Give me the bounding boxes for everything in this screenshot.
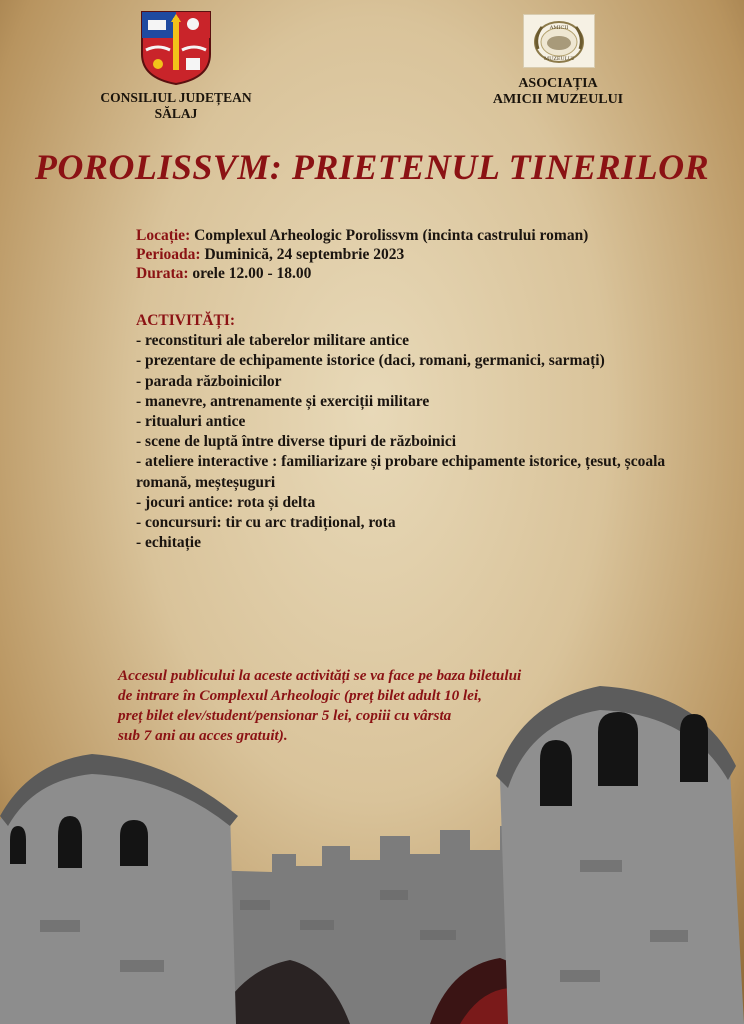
right-org-line-2: AMICII MUZEULUI (492, 92, 624, 107)
laurel-wreath-icon (523, 14, 595, 68)
location-label: Locație: (136, 227, 191, 244)
period-row (136, 245, 696, 264)
location-row (136, 226, 696, 245)
duration-value: orele 12.00 - 18.00 (188, 265, 312, 282)
activities-section (136, 311, 706, 553)
poster-title: POROLISSVM: PRIETENUL TINERILOR (34, 147, 710, 187)
right-org-line-1: ASOCIAȚIA (518, 76, 598, 91)
location-value: Complexul Arheologic Porolissvm (incinta castrului roman) (190, 227, 589, 244)
access-line-2: de intrare în Complexul Arheologic (preț bilet adult 10 lei, (118, 687, 482, 704)
access-line-4: sub 7 ani au acces gratuit). (118, 727, 288, 744)
period-value: Duminică, 24 septembrie 2023 (200, 246, 405, 263)
list-item: - parada războinicilor (136, 372, 282, 390)
list-item: - concursuri: tir cu arc tradițional, rota (136, 514, 396, 532)
event-info (136, 226, 696, 283)
list-item: - jocuri antice: rota și delta (136, 493, 316, 511)
right-organization-name (468, 76, 648, 108)
list-item: - prezentare de echipamente istorice (daci, romani, germanici, sarmați) (136, 352, 605, 370)
left-org-line-2: SĂLAJ (154, 106, 198, 121)
left-org-line-1: CONSILIUL JUDEȚEAN (100, 90, 252, 105)
list-item: - scene de luptă între diverse tipuri de războinici (136, 433, 457, 451)
left-organization-name (60, 90, 292, 122)
access-note (118, 666, 588, 746)
access-line-1: Accesul publicului la aceste activități se va face pe baza biletului (118, 667, 522, 684)
right-logo-top-text: AMICII (549, 25, 569, 31)
activities-heading: ACTIVITĂȚI: (136, 312, 236, 329)
list-item: - manevre, antrenamente și exerciții militare (136, 392, 430, 410)
coat-of-arms-icon (140, 10, 212, 86)
list-item: - echitație (136, 534, 201, 552)
activities-list (136, 331, 706, 553)
list-item: - ritualuri antice (136, 413, 246, 431)
duration-row (136, 264, 696, 283)
access-line-3: preț bilet elev/student/pensionar 5 lei, copiii cu vârsta (118, 707, 452, 724)
list-item: - reconstituri ale taberelor militare antice (136, 332, 410, 350)
list-item: - ateliere interactive : familiarizare și probare echipamente istorice, țesut, școala (136, 453, 666, 471)
list-item: romană, meșteșuguri (136, 473, 276, 491)
duration-label: Durata: (136, 265, 189, 282)
right-logo-bottom-text: MUZEULUI (544, 56, 574, 62)
period-label: Perioada: (136, 246, 201, 263)
